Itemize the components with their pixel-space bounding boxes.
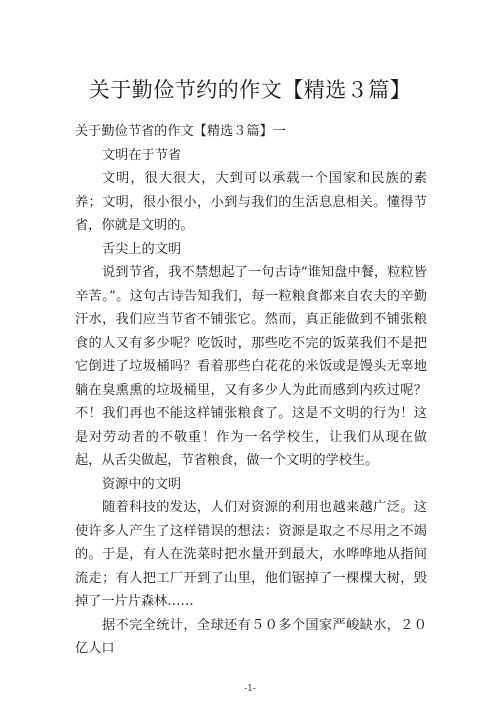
section-heading-1: 文明在于节省 (102, 147, 182, 163)
paragraph-1: 文明，很大很大，大到可以承载一个国家和民族的素养；文明，很小很小，小到与我们的生活息息相关。懂得节省，你就是文明的。 (75, 171, 427, 233)
paragraph-4: 据不完全统计，全球还有５０多个国家严峻缺水，２０亿人口 (75, 617, 427, 656)
section-heading-2: 舌尖上的文明 (102, 241, 182, 257)
document-subtitle: 关于勤俭节省的作文【精选３篇】一 (75, 124, 286, 139)
document-body (75, 120, 427, 661)
paragraph-2: 说到节省，我不禁想起了一句古诗“谁知盘中餐，粒粒皆辛苦。”。这句古诗告知我们，每一粒粮食都来自农夫的辛勤汗水，我们应当节省不铺张它。然而，真正能做到不铺张粮食的人又有多少呢？吃饭时，那些吃不完的饭菜我们不是把它倒进了垃圾桶吗？看着那些白花花的米饭或是馒头无辜地躺在臭熏熏的垃圾桶里，又有多少人为此而感到内疚过呢？不！我们再也不能这样铺张粮食了。这是不文明的行为！这是对劳动者的不敬重！作为一名学校生，让我们从现在做起，从舌尖做起，节省粮食，做一个文明的学校生。 (75, 265, 427, 468)
paragraph-3: 随着科技的发达，人们对资源的利用也越来越广泛。这使许多人产生了这样错误的想法：资源是取之不尽用之不竭的。于是，有人在洗菜时把水量开到最大，水哗哗地从指间流走；有人把工厂开到了山里，他们锯掉了一棵棵大树，毁掉了一片片森林…… (75, 500, 427, 609)
section-heading-3: 资源中的文明 (102, 476, 182, 492)
document-title: 关于勤俭节约的作文【精选３篇】 (88, 78, 412, 102)
page-number: -1- (244, 684, 256, 694)
